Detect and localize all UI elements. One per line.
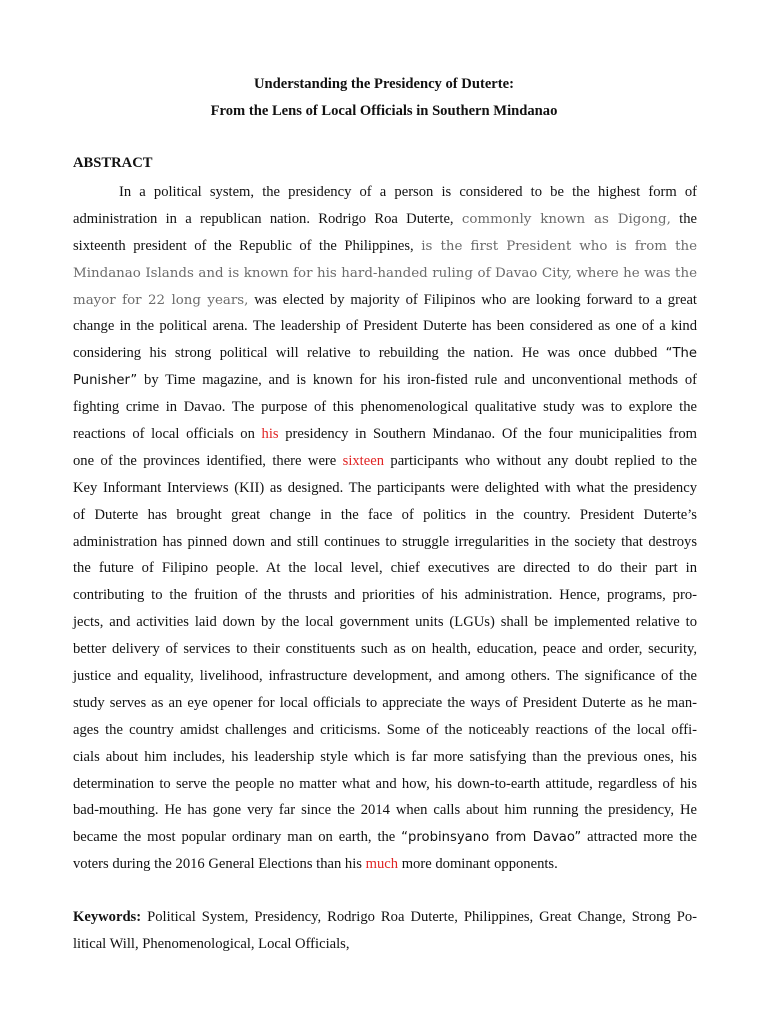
quoted-text-run: “probinsyano from Davao” bbox=[401, 830, 582, 846]
abstract-line bbox=[73, 313, 697, 340]
paper-title-line-1: Understanding the Presidency of Duterte: bbox=[254, 76, 514, 92]
abstract-line bbox=[73, 663, 697, 690]
gray-text-run: is the first President who is from the bbox=[421, 238, 697, 254]
abstract-line bbox=[73, 609, 697, 636]
text-run: administration has pinned down and still continues to struggle irregularities in the society that destroys bbox=[73, 533, 697, 550]
abstract-line bbox=[73, 582, 697, 609]
text-run: the future of Filipino people. At the local level, chief executives are directed to do their part in bbox=[73, 560, 697, 577]
abstract-line bbox=[73, 636, 697, 663]
abstract-line bbox=[73, 851, 697, 878]
abstract-line bbox=[73, 421, 697, 448]
keywords-line bbox=[73, 931, 697, 958]
keywords-text: Political System, Presidency, Rodrigo Roa Duterte, Philippines, Great Change, Strong Po- bbox=[141, 909, 697, 925]
text-run: ages the country amidst challenges and criticisms. Some of the noticeably reactions of the local offi- bbox=[73, 721, 697, 738]
abstract-line bbox=[73, 394, 697, 421]
abstract-line bbox=[73, 340, 697, 367]
keywords-line bbox=[73, 904, 697, 931]
text-run: was elected by majority of Filipinos who are looking forward to a great bbox=[248, 291, 697, 308]
abstract-line bbox=[73, 260, 697, 287]
text-run: better delivery of services to their constituents such as on health, education, peace and order, security, bbox=[73, 641, 697, 658]
red-text-run: his bbox=[261, 426, 279, 443]
text-run: determination to serve the people no matter what and how, his down-to-earth attitude, regardless of his bbox=[73, 775, 697, 792]
text-run: by Time magazine, and is known for his iron-fisted rule and unconventional methods of bbox=[137, 372, 697, 389]
text-run: justice and equality, livelihood, infrastructure development, and among others. The significance of the bbox=[73, 668, 697, 685]
abstract-line bbox=[73, 529, 697, 556]
abstract-line bbox=[73, 233, 697, 260]
text-run: one of the provinces identified, there were bbox=[73, 452, 343, 469]
keywords-label: Keywords: bbox=[73, 909, 142, 925]
text-run: bad-mouthing. He has gone very far since the 2014 when calls about him running the presidency, He bbox=[73, 802, 697, 819]
abstract-line bbox=[73, 824, 697, 851]
text-run: cials about him includes, his leadership style which is far more satisfying than the previous ones, his bbox=[73, 748, 697, 765]
abstract-line bbox=[73, 206, 697, 233]
quoted-text-run: “The bbox=[665, 346, 697, 362]
text-run: voters during the 2016 General Elections than his bbox=[73, 856, 366, 873]
paper-title-line-2: From the Lens of Local Officials in Southern Mindanao bbox=[210, 103, 558, 119]
abstract-line bbox=[73, 797, 697, 824]
text-run: presidency in Southern Mindanao. Of the four municipalities from bbox=[278, 426, 697, 443]
keywords-section bbox=[73, 904, 697, 958]
text-run: attracted more the bbox=[581, 829, 697, 846]
text-run: participants who without any doubt replied to the bbox=[384, 452, 697, 469]
abstract-line bbox=[73, 555, 697, 582]
abstract-line bbox=[73, 367, 697, 394]
text-run: Key Informant Interviews (KII) as designed. The participants were delighted with what the presidency bbox=[73, 479, 697, 496]
red-text-run: much bbox=[365, 856, 399, 873]
abstract-line bbox=[73, 448, 697, 475]
text-run: administration in a republican nation. Rodrigo Roa Duterte, bbox=[73, 210, 462, 227]
text-run: of Duterte has brought great change in the face of politics in the country. President Duterte’s bbox=[73, 506, 697, 523]
text-run: study serves as an eye opener for local officials to appreciate the ways of President Duterte as he man- bbox=[73, 694, 697, 711]
quoted-text-run: Punisher” bbox=[73, 373, 138, 389]
text-run: contributing to the fruition of the thrusts and priorities of his administration. Hence, programs, pro- bbox=[73, 587, 697, 604]
abstract-line bbox=[73, 287, 697, 314]
abstract-line bbox=[73, 475, 697, 502]
gray-text-run: commonly known as Digong, bbox=[461, 211, 671, 227]
text-run: jects, and activities laid down by the local government units (LGUs) shall be implemented relative to bbox=[73, 614, 697, 631]
text-run: became the most popular ordinary man on earth, the bbox=[73, 829, 402, 846]
text-run: In a political system, the presidency of a person is considered to be the highest form of bbox=[119, 184, 697, 200]
keywords-text: litical Will, Phenomenological, Local Officials, bbox=[73, 935, 350, 952]
text-run: sixteenth president of the Republic of the Philippines, bbox=[73, 237, 422, 254]
text-run: fighting crime in Davao. The purpose of this phenomenological qualitative study was to explore the bbox=[73, 399, 697, 416]
text-run: more dominant opponents. bbox=[398, 856, 558, 873]
abstract-line bbox=[73, 771, 697, 798]
abstract-line bbox=[73, 179, 697, 206]
gray-text-run: mayor for 22 long years, bbox=[73, 292, 249, 308]
text-run: reactions of local officials on bbox=[73, 426, 262, 443]
abstract-line bbox=[73, 717, 697, 744]
abstract-body bbox=[73, 179, 697, 878]
text-run: considering his strong political will relative to rebuilding the nation. He was once dubbed bbox=[73, 345, 666, 362]
text-run: change in the political arena. The leadership of President Duterte has been considered as one of a kind bbox=[73, 318, 697, 335]
red-text-run: sixteen bbox=[342, 452, 384, 469]
abstract-line bbox=[73, 502, 697, 529]
abstract-heading: ABSTRACT bbox=[73, 155, 153, 171]
text-run: the bbox=[670, 210, 698, 227]
abstract-line bbox=[73, 690, 697, 717]
abstract-line bbox=[73, 744, 697, 771]
gray-text-run: Mindanao Islands and is known for his hard-handed ruling of Davao City, where he was the bbox=[73, 265, 697, 281]
